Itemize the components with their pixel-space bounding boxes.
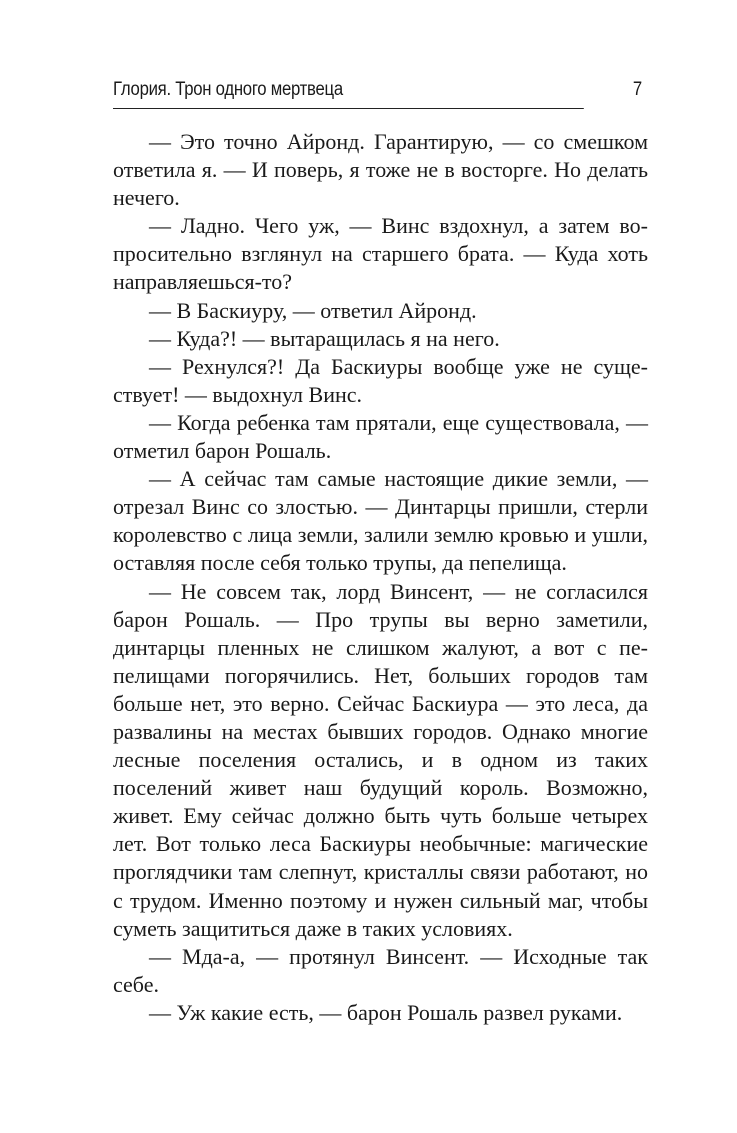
paragraph: — Когда ребенка там прятали, еще существовала, — отметил барон Рошаль. xyxy=(113,409,648,464)
paragraph: — А сейчас там самые настоящие дикие земли, — отрезал Винс со злостью. — Динтарцы пришли, стерли королевство с лица земли, залили землю кровью и ушли, оставляя после себя только трупы, да пепелища. xyxy=(113,466,648,576)
paragraph: — Ладно. Чего уж, — Винс вздохнул, а затем вопросительно взглянул на старшего брата. — Куда хоть направляешься-то? xyxy=(113,213,648,295)
paragraph: — Рехнулся?! Да Баскиуры вообще уже не существует! — выдохнул Винс. xyxy=(113,353,648,407)
paragraph: — Не совсем так, лорд Винсент, — не согласился барон Рошаль. — Про трупы вы верно заметили, динтарцы пленных не слишком жалуют, а вот с пепелищами погорячились. Нет, больших городов там больше нет, это верно. Сейчас Баскиура — это леса, да развалины на местах бывших городов. Однако многие лесные поселения остались, и в одном из таких поселений живет наш будущий король. Возможно, живет. Ему сейчас должно быть чуть больше четырех лет. Вот только леса Баскиуры необычные: магические проглядчики там слепнут, кристаллы связи работают, но с трудом. Именно поэтому и нужен сильный маг, чтобы суметь защититься даже в таких условиях. xyxy=(113,578,648,941)
page-body xyxy=(113,128,648,1027)
paragraph: — Мда-а, — протянул Винсент. — Исходные так себе. xyxy=(113,943,648,997)
page-number: 7 xyxy=(632,79,642,100)
paragraph: — В Баскиуру, — ответил Айронд. xyxy=(149,297,477,323)
paragraph: — Это точно Айронд. Гарантирую, — со смешком ответила я. — И поверь, я тоже не в восторге. Но делать нечего. xyxy=(113,129,648,211)
running-header xyxy=(113,76,642,109)
paragraph: — Уж какие есть, — барон Рошаль развел руками. xyxy=(149,999,623,1025)
paragraph: — Куда?! — вытаращилась я на него. xyxy=(149,325,500,351)
book-title: Глория. Трон одного мертвеца xyxy=(113,79,343,100)
